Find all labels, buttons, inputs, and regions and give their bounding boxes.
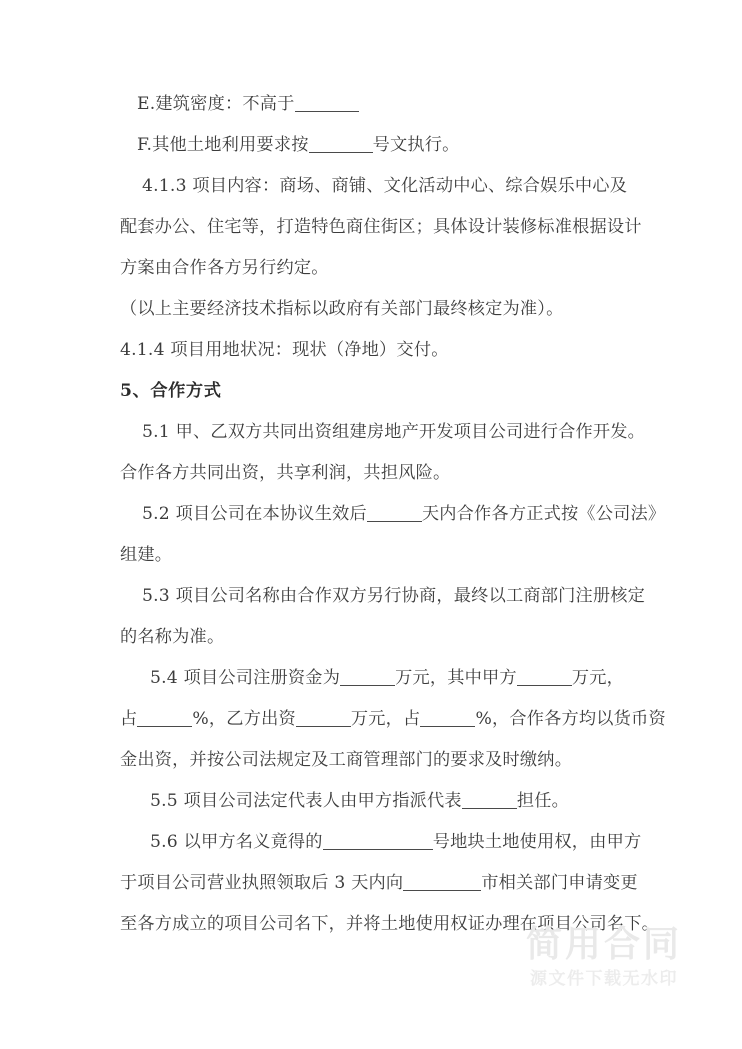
document-line bbox=[120, 166, 626, 207]
fill-in-blank[interactable] bbox=[309, 137, 373, 153]
fill-in-blank[interactable] bbox=[420, 711, 475, 727]
line-text: F.其他土地利用要求按 bbox=[137, 135, 309, 155]
line-text: 5.1 甲、乙双方共同出资组建房地产开发项目公司进行合作开发。 bbox=[142, 422, 646, 442]
line-text: 5、合作方式 bbox=[120, 381, 222, 401]
fill-in-blank[interactable] bbox=[367, 506, 422, 522]
document-line bbox=[120, 330, 626, 371]
line-text: （以上主要经济技术指标以政府有关部门最终核定为准）。 bbox=[120, 299, 564, 319]
line-text: 5.6 以甲方名义竟得的 bbox=[150, 832, 323, 852]
fill-in-blank[interactable] bbox=[137, 711, 192, 727]
line-text: 天内合作各方正式按《公司法》 bbox=[421, 504, 666, 524]
line-text: 占 bbox=[120, 709, 138, 729]
document-line bbox=[120, 84, 626, 125]
document-line bbox=[120, 576, 646, 617]
document-line bbox=[120, 740, 626, 781]
fill-in-blank[interactable] bbox=[340, 670, 395, 686]
document-line bbox=[120, 248, 626, 289]
line-text: %，合作各方均以货币资 bbox=[475, 709, 666, 729]
line-text: 组建。 bbox=[120, 545, 173, 565]
line-text: 万元， bbox=[571, 668, 624, 688]
document-line bbox=[120, 535, 626, 576]
line-text: 5.3 项目公司名称由合作双方另行协商，最终以工商部门注册核定 bbox=[142, 586, 646, 606]
line-text: 方案由合作各方另行约定。 bbox=[120, 258, 329, 278]
document-line bbox=[120, 453, 626, 494]
document-line bbox=[120, 781, 626, 822]
line-text: 合作各方共同出资，共享利润，共担风险。 bbox=[120, 463, 451, 483]
line-text: 的名称为准。 bbox=[120, 627, 225, 647]
fill-in-blank[interactable] bbox=[462, 793, 517, 809]
document-line bbox=[120, 822, 642, 863]
line-text: 配套办公、住宅等，打造特色商住街区；具体设计装修标准根据设计 bbox=[120, 217, 642, 237]
line-text: 5.4 项目公司注册资金为 bbox=[150, 668, 341, 688]
section-heading bbox=[120, 371, 626, 412]
document-line bbox=[120, 699, 666, 740]
document-text-body bbox=[120, 84, 666, 945]
line-text: 万元，占 bbox=[350, 709, 421, 729]
fill-in-blank[interactable] bbox=[517, 670, 572, 686]
document-line bbox=[120, 617, 626, 658]
line-text: 至各方成立的项目公司名下，并将土地使用权证办理在项目公司名下。 bbox=[120, 914, 660, 934]
line-text: 于项目公司营业执照领取后 3 天内向 bbox=[120, 873, 404, 893]
line-text: 金出资，并按公司法规定及工商管理部门的要求及时缴纳。 bbox=[120, 750, 573, 770]
fill-in-blank[interactable] bbox=[403, 875, 481, 891]
document-line bbox=[120, 125, 626, 166]
fill-in-blank[interactable] bbox=[296, 711, 351, 727]
line-text: 万元，其中甲方 bbox=[395, 668, 517, 688]
document-line bbox=[120, 494, 666, 535]
fill-in-blank[interactable] bbox=[295, 96, 359, 112]
line-text: E.建筑密度：不高于 bbox=[137, 94, 295, 114]
line-text: %，乙方出资 bbox=[192, 709, 296, 729]
document-line bbox=[120, 289, 626, 330]
line-text: 市相关部门申请变更 bbox=[481, 873, 638, 893]
line-text: 5.5 项目公司法定代表人由甲方指派代表 bbox=[150, 791, 462, 811]
line-text: 5.2 项目公司在本协议生效后 bbox=[142, 504, 367, 524]
document-line bbox=[120, 412, 646, 453]
line-text: 号地块土地使用权，由甲方 bbox=[432, 832, 642, 852]
fill-in-blank[interactable] bbox=[323, 834, 433, 850]
watermark-title: 简用合同 bbox=[525, 924, 682, 965]
watermark-subtitle: 源文件下载无水印 bbox=[530, 969, 678, 989]
document-line bbox=[120, 904, 660, 945]
document-line bbox=[120, 863, 638, 904]
line-text: 4.1.3 项目内容：商场、商铺、文化活动中心、综合娱乐中心及 bbox=[142, 176, 628, 196]
line-text: 号文执行。 bbox=[372, 135, 460, 155]
document-line bbox=[120, 658, 626, 699]
document-line bbox=[120, 207, 642, 248]
line-text: 4.1.4 项目用地状况：现状（净地）交付。 bbox=[120, 340, 449, 360]
line-text: 担任。 bbox=[516, 791, 569, 811]
